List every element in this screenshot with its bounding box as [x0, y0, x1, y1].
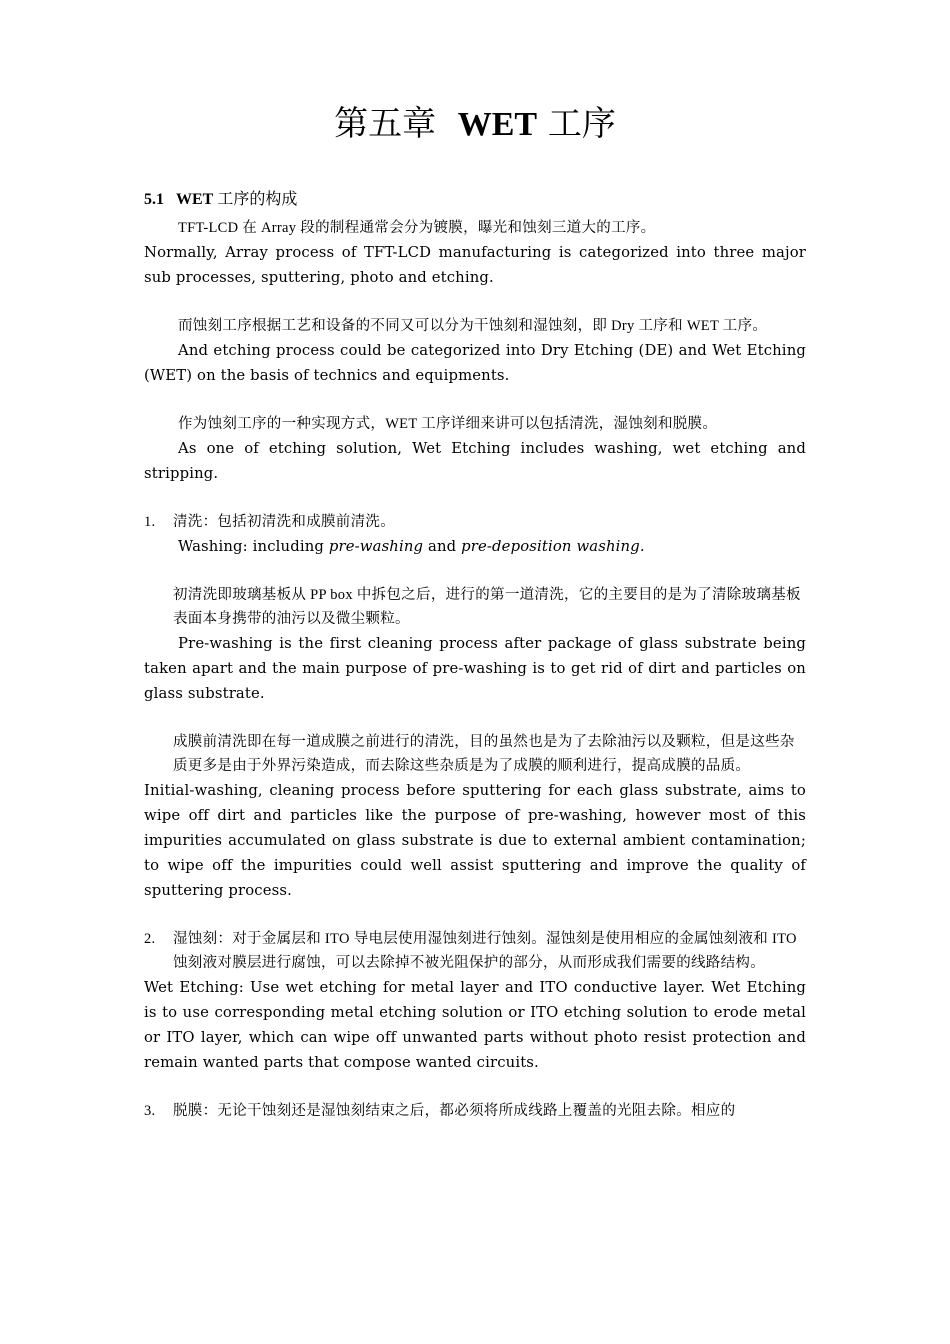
chapter-title-bold: WET: [457, 106, 538, 143]
list-item-2: [144, 927, 806, 975]
section-heading-text: 工序的构成: [217, 191, 298, 208]
chapter-title-suffix: 工序: [547, 104, 616, 144]
list-item-1-en: Washing: including pre-washing and pre-deposition washing.: [178, 538, 645, 555]
document-body: [144, 188, 806, 1123]
list-item-1: [144, 510, 806, 534]
list-item-2-number: 2.: [144, 931, 156, 947]
paragraph-1-zh: TFT-LCD 在 Array 段的制程通常会分为镀膜，曝光和蚀刻三道大的工序。: [178, 220, 656, 236]
section-heading-bold: WET: [176, 191, 214, 208]
list-item-3-zh: 脱膜：无论干蚀刻还是湿蚀刻结束之后，都必须将所成线路上覆盖的光阻去除。相应的: [173, 1103, 736, 1119]
term-pre-washing: pre-washing: [328, 538, 424, 555]
list-item-1-number: 1.: [144, 514, 156, 530]
section-number: 5.1: [144, 191, 164, 208]
list-item-2-en: Wet Etching: Use wet etching for metal layer and ITO conductive layer. Wet Etching is to use corresponding metal etching solution or ITO etching solution to erode metal or ITO layer, which can wipe off unwanted parts without photo resist protection and remain wanted parts that compose wanted circuits.: [144, 979, 806, 1071]
paragraph-3-en: As one of etching solution, Wet Etching includes washing, wet etching and stripping.: [144, 440, 806, 482]
list-item-1-sub1-zh: 初清洗即玻璃基板从 PP box 中拆包之后，进行的第一道清洗，它的主要目的是为了清除玻璃基板表面本身携带的油污以及微尘颗粒。: [173, 587, 801, 627]
paragraph-3-zh: 作为蚀刻工序的一种实现方式，WET 工序详细来讲可以包括清洗，湿蚀刻和脱膜。: [178, 416, 718, 432]
paragraph-2-en: And etching process could be categorized into Dry Etching (DE) and Wet Etching (WET) on the basis of technics and equipments.: [144, 342, 806, 384]
paragraph-2-zh: 而蚀刻工序根据工艺和设备的不同又可以分为干蚀刻和湿蚀刻，即 Dry 工序和 WET 工序。: [178, 318, 768, 334]
term-pre-deposition-washing: pre-deposition washing.: [461, 538, 645, 555]
list-item-3-number: 3.: [144, 1103, 156, 1119]
list-item-1-sub1-en: Pre-washing is the first cleaning process after package of glass substrate being taken apart and the main purpose of pre-washing is to get rid of dirt and particles on glass substrate.: [144, 635, 806, 702]
list-item-1-zh: 清洗：包括初清洗和成膜前清洗。: [173, 514, 395, 530]
section-heading: [144, 188, 806, 212]
paragraph-1-en: Normally, Array process of TFT-LCD manufacturing is categorized into three major sub processes, sputtering, photo and etching.: [144, 244, 806, 286]
list-item-3: [144, 1099, 806, 1123]
list-item-1-sub2-zh: 成膜前清洗即在每一道成膜之前进行的清洗，目的虽然也是为了去除油污以及颗粒，但是这些杂质更多是由于外界污染造成，而去除这些杂质是为了成膜的顺利进行，提高成膜的品质。: [173, 734, 795, 774]
chapter-title-prefix: 第五章: [334, 104, 437, 144]
list-item-2-zh: 湿蚀刻：对于金属层和 ITO 导电层使用湿蚀刻进行蚀刻。湿蚀刻是使用相应的金属蚀刻液和 ITO 蚀刻液对膜层进行腐蚀，可以去除掉不被光阻保护的部分，从而形成我们需要的线路结构。: [173, 931, 797, 971]
chapter-title: [0, 100, 950, 149]
list-item-1-sub2-en: Initial-washing, cleaning process before sputtering for each glass substrate, aims to wipe off dirt and particles like the purpose of pre-washing, however most of this impurities accumulated on glass substrate is due to external ambient contamination; to wipe off the impurities could well assist sputtering and improve the quality of sputtering process.: [144, 782, 806, 899]
